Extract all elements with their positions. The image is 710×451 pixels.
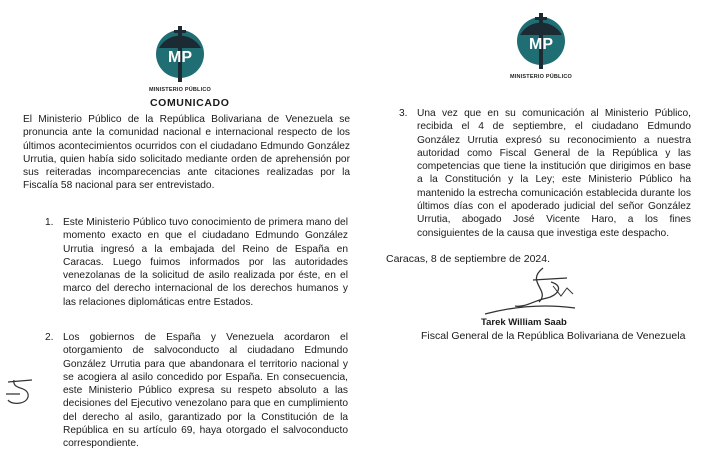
list-item-1 <box>45 216 348 309</box>
logo-text: MP <box>168 49 192 66</box>
list-item-3-number: 3. <box>399 108 408 119</box>
document-title: COMUNICADO <box>150 97 230 109</box>
list-item-2 <box>45 331 348 451</box>
initials-scribble <box>2 372 42 412</box>
list-item-3-text: Una vez que en su comunicación al Ministerio Público, recibida el 4 de septiembre, el ciudadano Edmundo González Urrutia expresó su reconocimiento a nuestra autoridad como Fiscal General de la República y las competencias que tiene la institución que dirigimos en base a la Constitución y la Ley; este Ministerio Público ha mantenido la estrecha comunicación establecida durante los últimos días con el apoderado judicial del señor González Urrutia, abogado José Vicente Haro, a los fines consiguientes de la causa que investiga este despacho. <box>417 108 691 239</box>
ministerio-publico-logo <box>148 22 212 86</box>
list-item-2-text: Los gobiernos de España y Venezuela acordaron el otorgamiento de salvoconducto al ciudadano Edmundo González Urrutia para que abandonara el territorio nacional y se acogiera al asilo concedido por España. En consecuencia, este Ministerio Público expresa su respeto absoluto a las decisiones del Ejecutivo venezolano para que en cumplimiento del derecho al asilo, garantizado por la Constitución de la República en su artículo 69, haya otorgado el salvoconducto correspondiente. <box>63 332 348 450</box>
logo-text-right: MP <box>529 36 553 53</box>
list-item-2-number: 2. <box>45 332 54 343</box>
signer-name: Tarek William Saab <box>481 317 567 328</box>
list-item-3 <box>399 107 691 240</box>
place-date: Caracas, 8 de septiembre de 2024. <box>386 253 551 265</box>
handwritten-signature <box>455 262 585 322</box>
list-item-1-number: 1. <box>45 217 54 228</box>
intro-paragraph: El Ministerio Público de la República Bolivariana de Venezuela se pronuncia ante la comunidad nacional e internacional respecto de los últimos acontecimientos ocurridos con el ciudadano Edmundo González Urrutia, quien había sido solicitado mediante orden de aprehensión por sus reiteradas incomparecencias ante citaciones realizadas por la Fiscalía 58 nacional para ser entrevistado. <box>23 114 350 192</box>
ministerio-publico-logo-right <box>509 9 573 73</box>
signer-title: Fiscal General de la República Bolivariana de Venezuela <box>421 330 686 342</box>
logo-caption: MINISTERIO PÚBLICO <box>149 87 211 93</box>
logo-caption-right: MINISTERIO PÚBLICO <box>510 74 572 80</box>
list-item-1-text: Este Ministerio Público tuvo conocimiento de primera mano del momento exacto en que el ciudadano Edmundo González Urrutia ingresó a la embajada del Reino de España en Caracas. Luego fuimos informados por las autoridades venezolanas de la solicitud de asilo realizada por éste, en el marco del derecho internacional de los derechos humanos y las relaciones diplomáticas entre Estados. <box>63 217 348 308</box>
